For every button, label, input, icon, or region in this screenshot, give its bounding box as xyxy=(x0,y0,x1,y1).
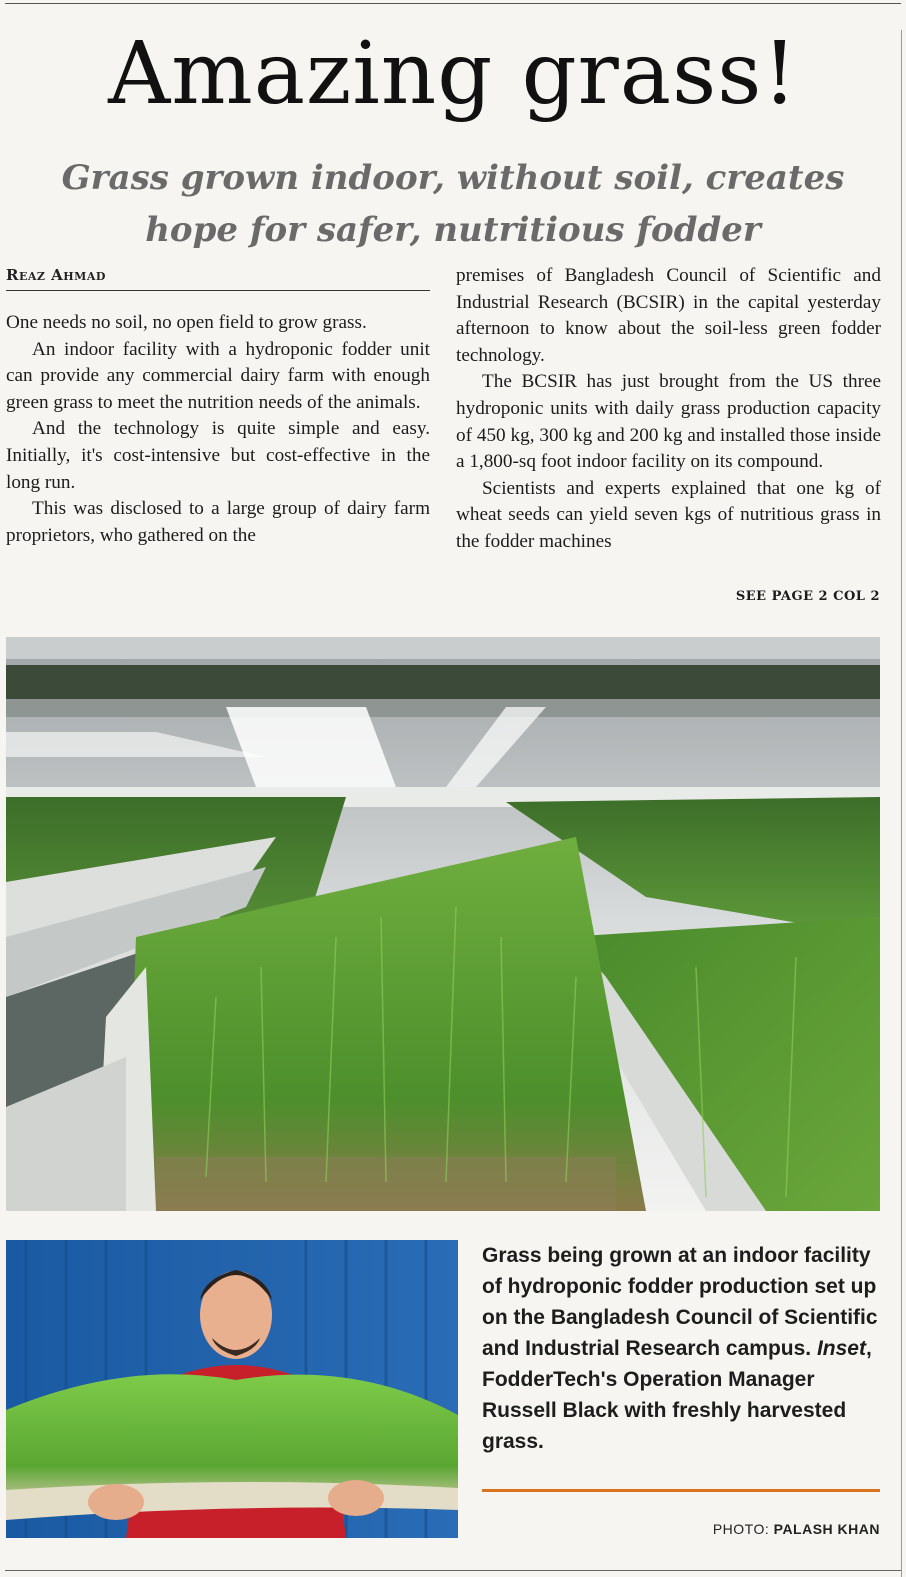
photo-caption xyxy=(482,1240,878,1457)
byline: Reaz Ahmad xyxy=(6,266,430,291)
caption-text: Grass being grown at an indoor facility of hydroponic fodder production set up on the Bangladesh Council of Scientific and Industrial Research campus. xyxy=(482,1244,878,1360)
article-column-right xyxy=(456,263,881,556)
inset-photo-russell-black xyxy=(6,1240,458,1538)
paragraph: One needs no soil, no open field to grow grass. xyxy=(6,312,367,333)
main-photo-grass-trays xyxy=(6,637,880,1211)
top-rule xyxy=(5,3,901,4)
page-edge-rule xyxy=(901,30,902,1577)
credit-label: PHOTO: xyxy=(712,1521,770,1537)
paragraph: An indoor facility with a hydroponic fodder unit can provide any commercial dairy farm with enough green grass to meet the nutrition needs of the animals. xyxy=(6,338,430,413)
bottom-rule xyxy=(5,1570,901,1571)
article-column-left xyxy=(6,310,430,549)
paragraph: The BCSIR has just brought from the US three hydroponic units with daily grass production capacity of 450 kg, 300 kg and 200 kg and installed those inside a 1,800-sq foot indoor facility on its compound. xyxy=(456,371,881,473)
jump-line[interactable]: SEE PAGE 2 COL 2 xyxy=(735,589,880,604)
caption-text-continued: , FodderTech's Operation Manager Russell Black with freshly harvested grass. xyxy=(482,1337,872,1453)
caption-inset-word: Inset xyxy=(816,1337,866,1360)
caption-divider xyxy=(482,1489,880,1492)
paragraph: This was disclosed to a large group of dairy farm proprietors, who gathered on the xyxy=(6,498,430,546)
photo-credit xyxy=(713,1521,880,1537)
credit-name: PALASH KHAN xyxy=(773,1521,880,1537)
subhead: Grass grown indoor, without soil, creates hope for safer, nutritious fodder xyxy=(61,158,845,250)
paragraph: Scientists and experts explained that one kg of wheat seeds can yield seven kgs of nutritious grass in the fodder machines xyxy=(456,477,881,552)
headline: Amazing grass! xyxy=(108,24,798,124)
paragraph: premises of Bangladesh Council of Scientific and Industrial Research (BCSIR) in the capital yesterday afternoon to know about the soil-less green fodder technology. xyxy=(456,265,881,366)
man-with-grass-illustration xyxy=(6,1240,458,1538)
grass-trays-illustration xyxy=(6,637,880,1211)
paragraph: And the technology is quite simple and easy. Initially, it's cost-intensive but cost-effective in the long run. xyxy=(6,418,430,493)
